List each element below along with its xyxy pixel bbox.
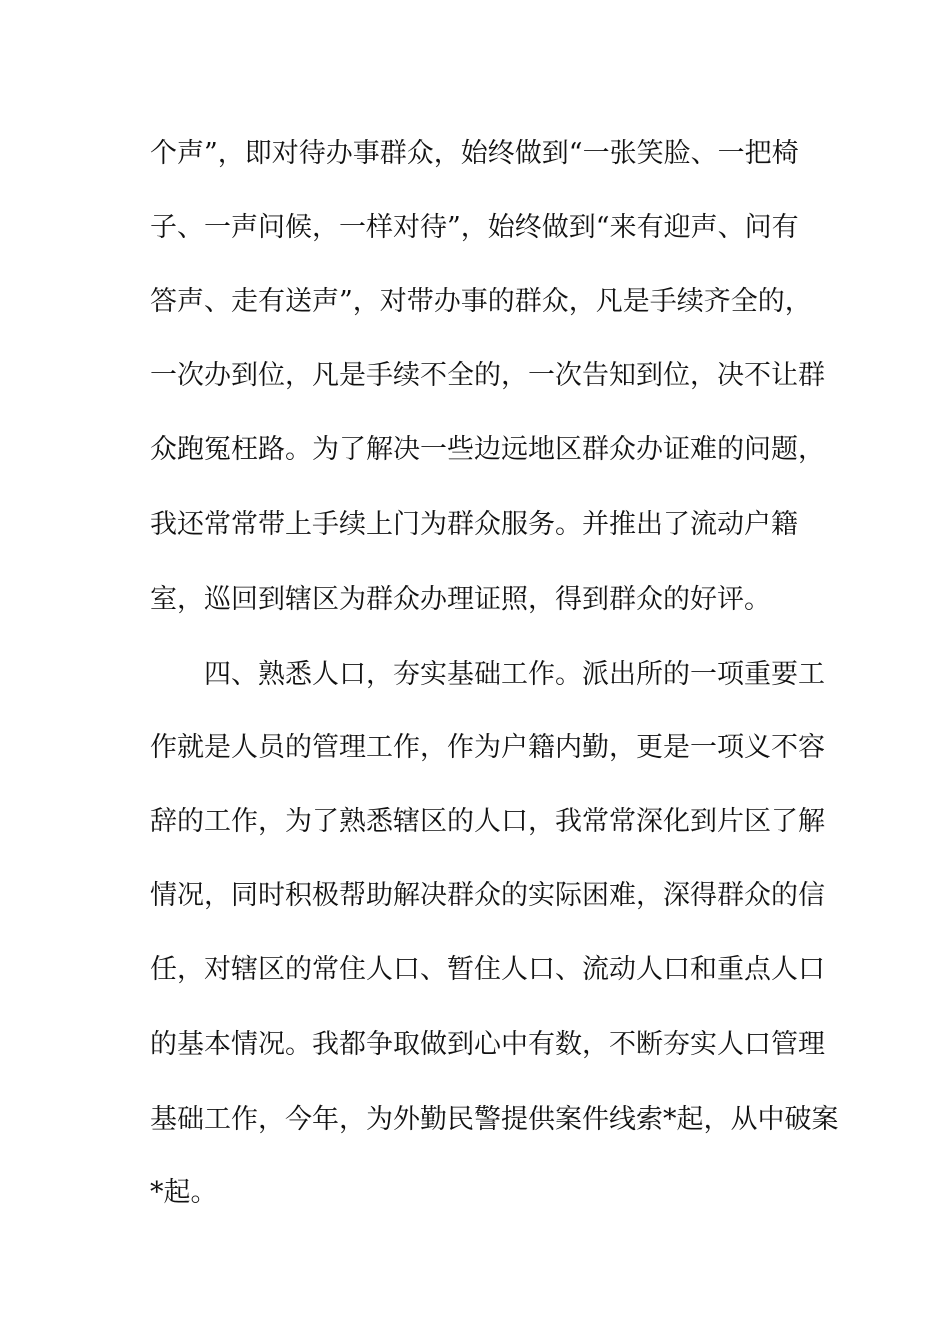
paragraph-line: 子、一声问候，一样对待”，始终做到“来有迎声、问有 bbox=[150, 212, 799, 243]
paragraph-line: 作就是人员的管理工作，作为户籍内勤，更是一项义不容 bbox=[150, 732, 825, 763]
paragraph-line: 基础工作，今年，为外勤民警提供案件线索*起，从中破案 bbox=[150, 1104, 839, 1135]
paragraph-line: 一次办到位，凡是手续不全的，一次告知到位，决不让群 bbox=[150, 360, 825, 391]
paragraph-line: *起。 bbox=[150, 1177, 218, 1208]
paragraph-line: 情况，同时积极帮助解决群众的实际困难，深得群众的信 bbox=[150, 880, 825, 911]
paragraph-line: 的基本情况。我都争取做到心中有数，不断夯实人口管理 bbox=[150, 1029, 825, 1060]
paragraph-line: 辞的工作，为了熟悉辖区的人口，我常常深化到片区了解 bbox=[150, 806, 825, 837]
paragraph-line: 室，巡回到辖区为群众办理证照，得到群众的好评。 bbox=[150, 584, 771, 615]
paragraph-line: 任，对辖区的常住人口、暂住人口、流动人口和重点人口 bbox=[150, 954, 825, 985]
paragraph-line: 个声”，即对待办事群众，始终做到“一张笑脸、一把椅 bbox=[150, 138, 799, 169]
paragraph-first-line: 四、熟悉人口，夯实基础工作。派出所的一项重要工 bbox=[204, 659, 825, 690]
paragraph-line: 我还常常带上手续上门为群众服务。并推出了流动户籍 bbox=[150, 509, 798, 540]
paragraph-line: 答声、走有送声”，对带办事的群众，凡是手续齐全的， bbox=[150, 286, 812, 317]
paragraph-line: 众跑冤枉路。为了解决一些边远地区群众办证难的问题， bbox=[150, 434, 825, 465]
